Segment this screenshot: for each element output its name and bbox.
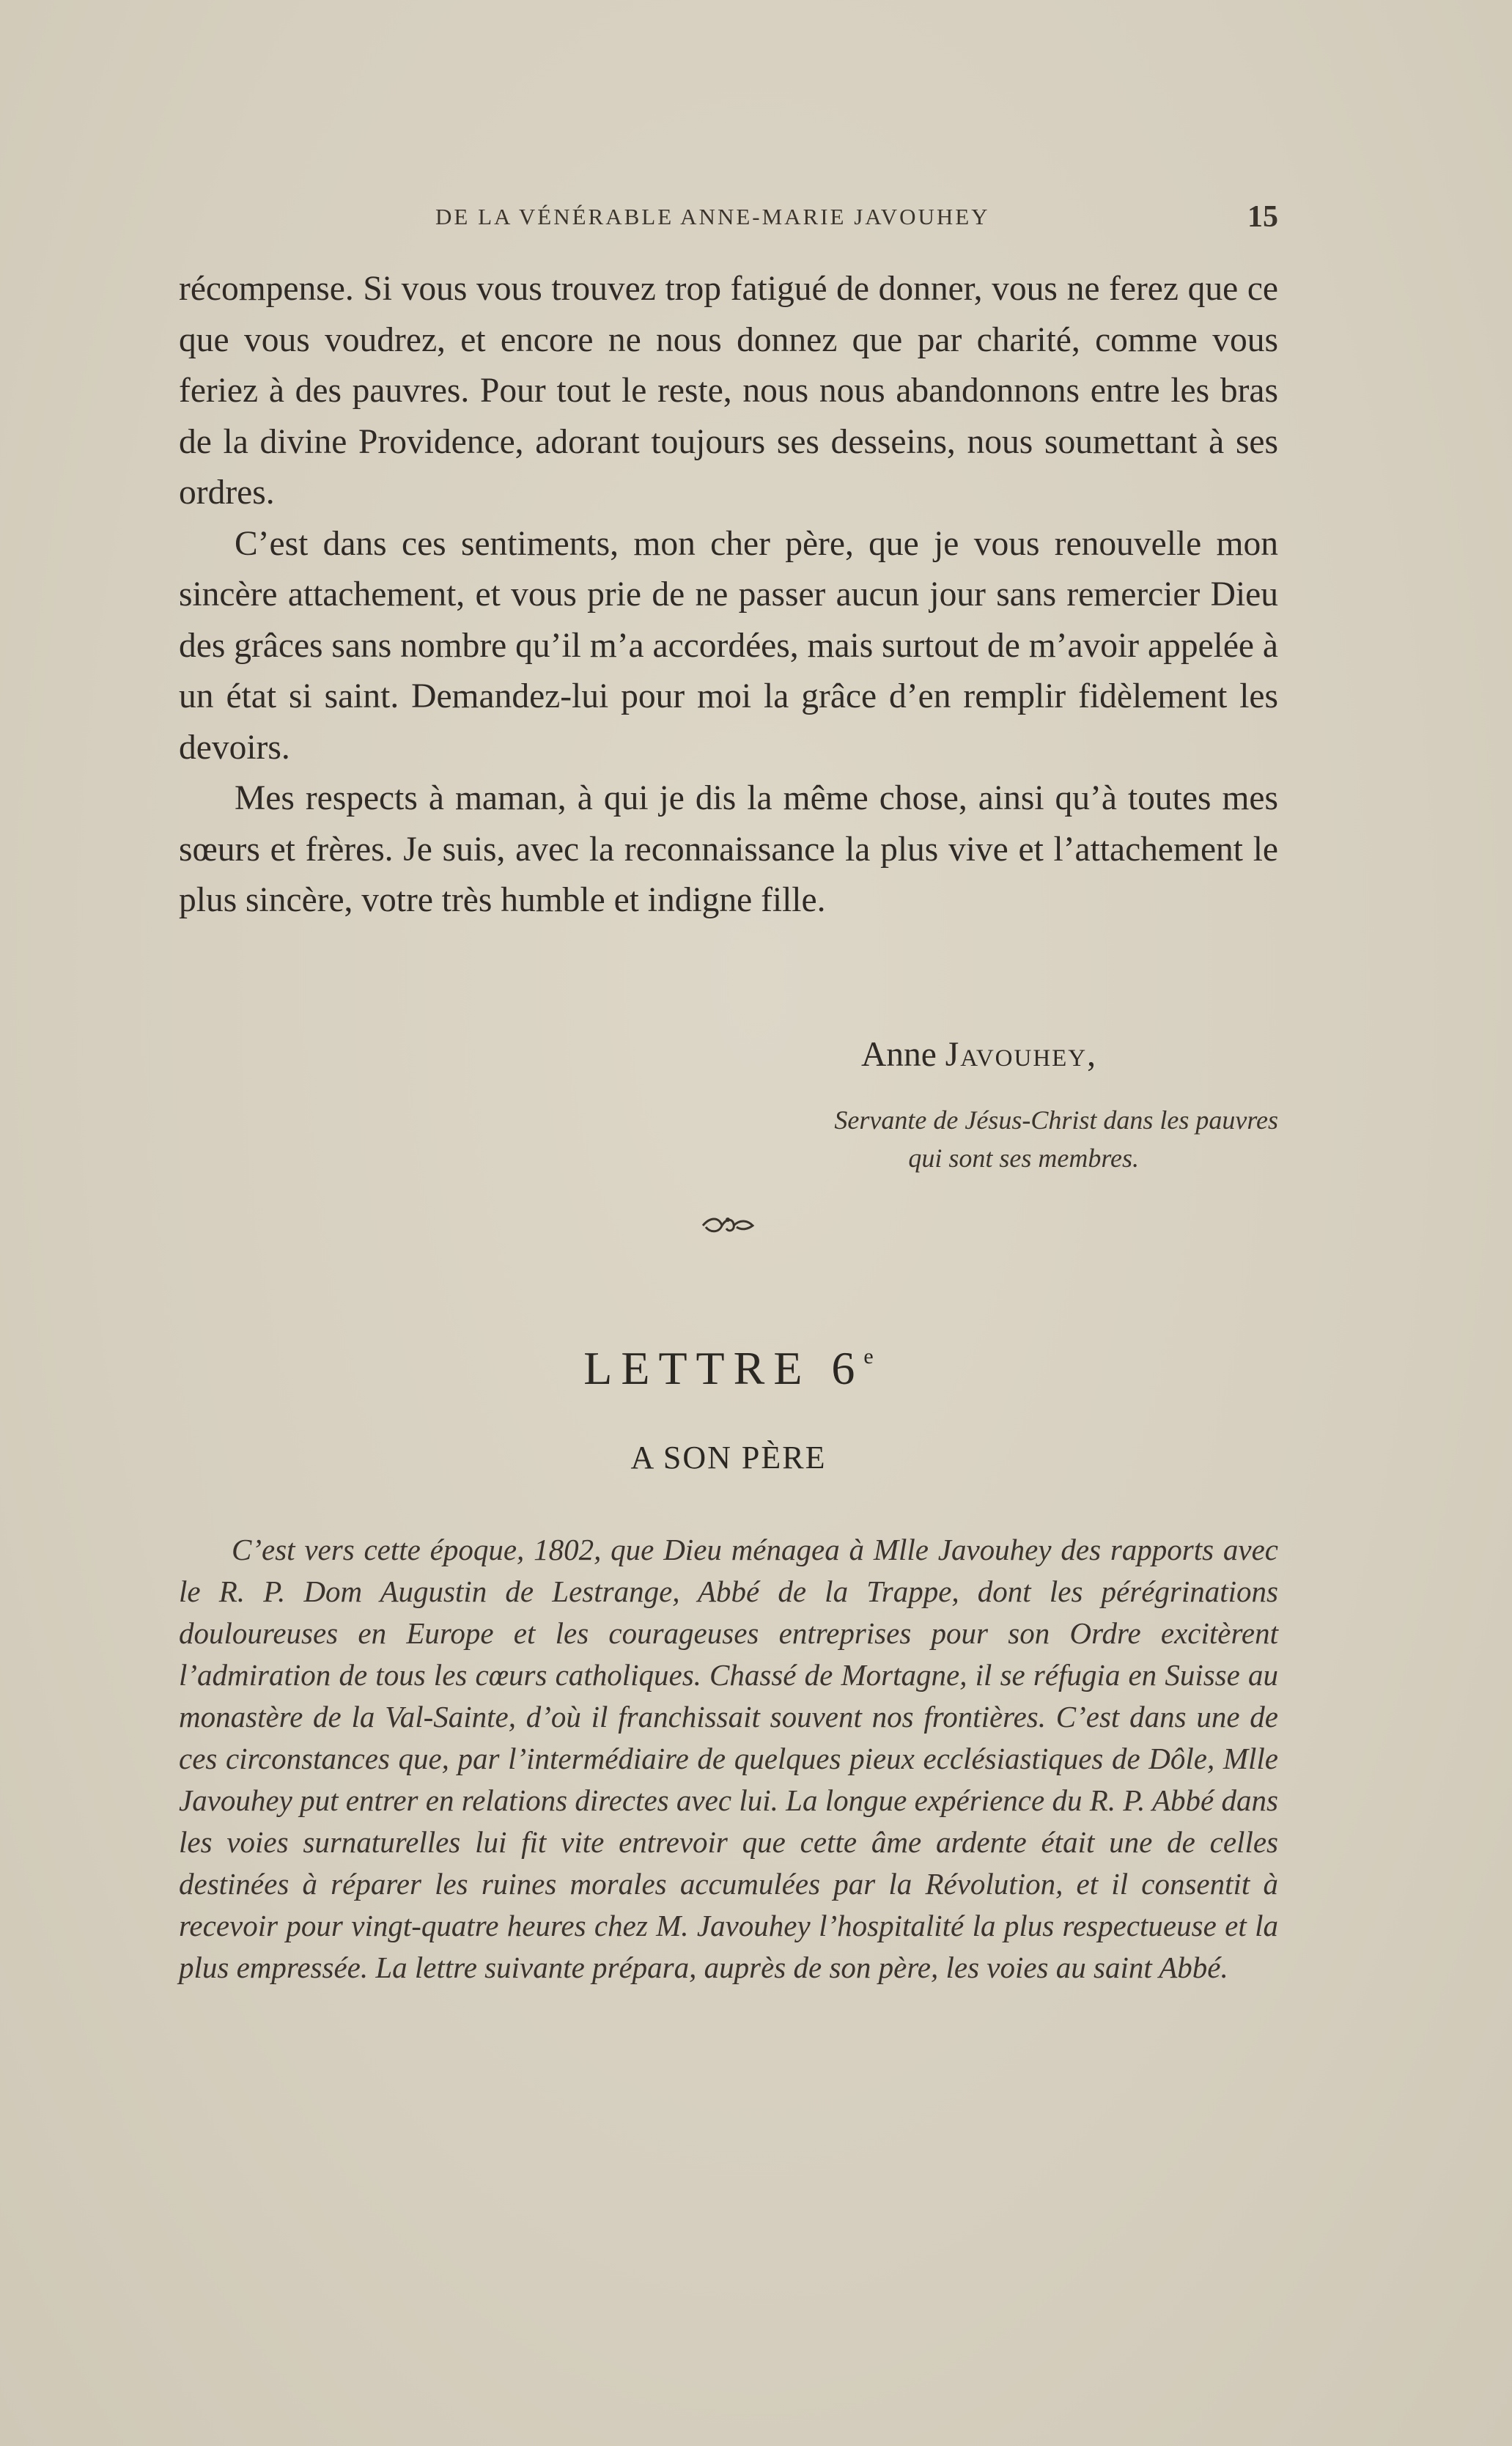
signature-first-name: Anne bbox=[861, 1036, 937, 1074]
signature-title bbox=[652, 1101, 1278, 1177]
running-head bbox=[179, 199, 1278, 239]
signature-title-line-1: Servante de Jésus-Christ dans les pauvres bbox=[834, 1105, 1278, 1135]
letter-heading-text: LETTRE 6 bbox=[583, 1342, 864, 1394]
letter-heading bbox=[179, 1341, 1278, 1396]
letter-heading-suffix: e bbox=[863, 1344, 874, 1368]
editorial-introduction bbox=[179, 1529, 1278, 1989]
intro-paragraph: C’est vers cette époque, 1802, que Dieu ménagea à Mlle Javouhey des rapports avec le R. P. Dom Augustin de Lestrange, Abbé de la Trappe, dont les pérégrinations douloureuses en Europe et les courageuses entreprises pour son Ordre excitèrent l’admiration de tous les cœurs catholiques. Chassé de Mortagne, il se réfugia en Suisse au monastère de la Val-Sainte, d’où il franchissait souvent nos frontières. C’est dans une de ces circonstances que, par l’intermédiaire de quelques pieux ecclésiastiques de Dôle, Mlle Javouhey put entrer en relations directes avec lui. La longue expérience du R. P. Abbé dans les voies surnaturelles lui fit vite entrevoir que cette âme ardente était une de celles destinées à réparer les ruines morales accumulées par la Révolution, et il consentit à recevoir pour vingt-quatre heures chez M. Javouhey l’hospitalité la plus respectueuse et la plus empressée. La lettre suivante prépara, auprès de son père, les voies au saint Abbé. bbox=[179, 1533, 1278, 1984]
fleuron-ornament-icon bbox=[700, 1212, 759, 1239]
letter-recipient: A SON PÈRE bbox=[630, 1440, 827, 1476]
page-number: 15 bbox=[1247, 200, 1278, 234]
letter-paragraph-1: récompense. Si vous vous trouvez trop fatigué de donner, vous ne ferez que ce que vous voudrez, et encore ne nous donnez que par charité, comme vous feriez à des pauvres. Pour tout le reste, nous nous abandonnons entre les bras de la divine Providence, adorant toujours ses desseins, nous soumettant à ses ordres. bbox=[179, 270, 1278, 512]
running-title: DE LA VÉNÉRABLE ANNE-MARIE JAVOUHEY bbox=[435, 204, 990, 229]
signature-title-line-2: qui sont ses membres. bbox=[908, 1143, 1139, 1173]
letter-body bbox=[179, 264, 1278, 927]
letter-paragraph-3: Mes respects à maman, à qui je dis la même chose, ainsi qu’à toutes mes sœurs et frères. Je suis, avec la reconnaissance la plus vive et l’attachement le plus sincère, votre très humble et indigne fille. bbox=[179, 779, 1278, 919]
signature bbox=[861, 1035, 1097, 1075]
signature-last-name: Javouhey, bbox=[945, 1036, 1098, 1074]
letter-paragraph-2: C’est dans ces sentiments, mon cher père, que je vous renouvelle mon sincère attachement, et vous prie de ne passer aucun jour sans remercier Dieu des grâces sans nombre qu’il m’a accordées, mais surtout de m’avoir appelée à un état si saint. Demandez-lui pour moi la grâce d’en remplir fidèlement les devoirs. bbox=[179, 524, 1278, 767]
